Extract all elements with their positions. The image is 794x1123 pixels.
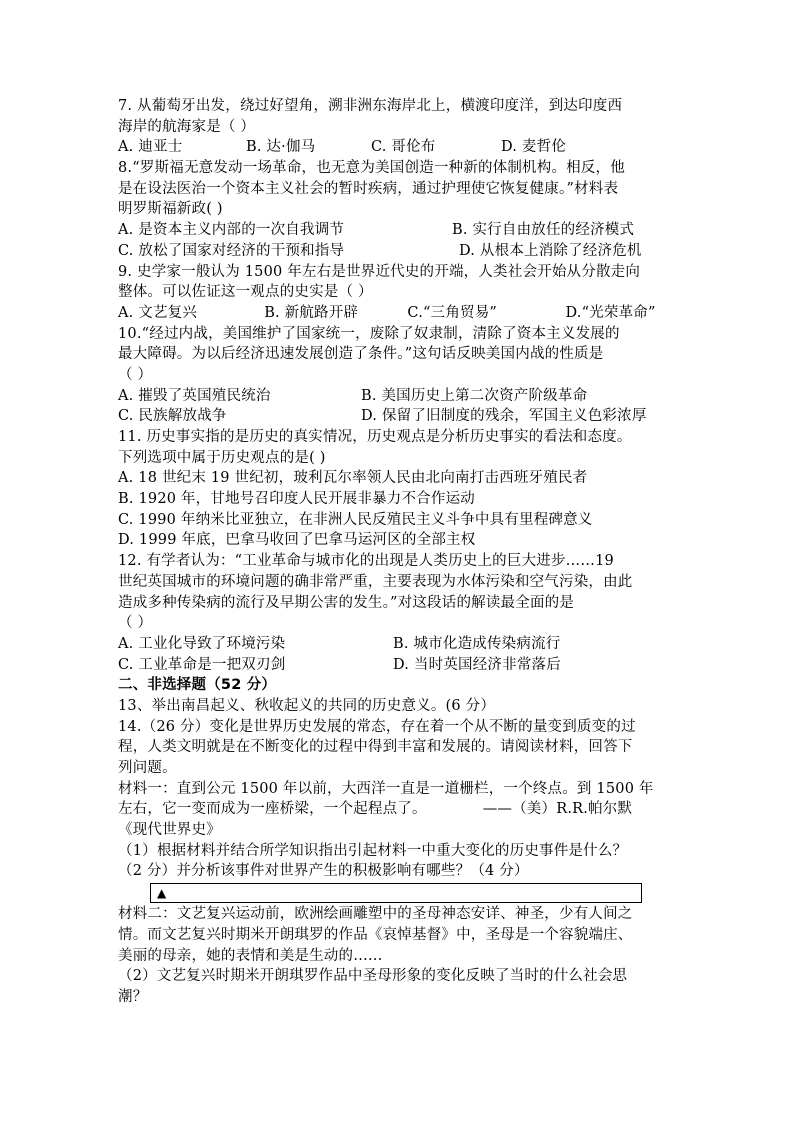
q8-options-row2	[118, 241, 684, 262]
q11-option-a: A. 18 世纪末 19 世纪初，玻利瓦尔率领人民由北向南打击西班牙殖民者	[118, 470, 588, 487]
subq1-line1: （1）根据材料并结合所学知识指出引起材料一中重大变化的历史事件是什么？	[118, 842, 628, 859]
q11-option-b: B. 1920 年，甘地号召印度人民开展非暴力不合作运动	[118, 491, 475, 508]
material2-line1: 材料二：文艺复兴运动前，欧洲绘画雕塑中的圣母神态安详、神圣，少有人间之	[118, 906, 633, 923]
material1-line3: 《现代世界史》	[118, 822, 221, 839]
q12-option-d: D. 当时英国经济非常落后	[393, 656, 561, 673]
q10-option-a: A. 摧毁了英国殖民统治	[118, 387, 271, 404]
q11-option-c: C. 1990 年纳米比亚独立，在非洲人民反殖民主义斗争中具有里程碑意义	[118, 511, 593, 528]
q8-stem-line2: 是在设法医治一个资本主义社会的暂时疾病，通过护理使它恢复健康。”材料表	[118, 180, 619, 197]
q10-stem-line3: （ ）	[118, 366, 153, 383]
exam-page	[118, 96, 684, 1008]
q9-options	[118, 303, 684, 324]
q10-option-d: D. 保留了旧制度的残余，军国主义色彩浓厚	[361, 408, 647, 425]
q12-stem-line1: 12. 有学者认为：“工业革命与城市化的出现是人类历史上的巨大进步……19	[118, 553, 614, 570]
q8-stem-line3: 明罗斯福新政( )	[118, 201, 223, 218]
q14-intro-line3: 列问题。	[118, 760, 177, 776]
q9-stem-line1: 9. 史学家一般认为 1500 年左右是世界近代史的开端，人类社会开始从分散走向	[118, 263, 641, 280]
q8-option-c: C. 放松了国家对经济的干预和指导	[118, 242, 345, 259]
q10-option-c: C. 民族解放战争	[118, 408, 227, 425]
material1-line2-text: 左右，它一变而成为一座桥梁，一个起程点了。	[118, 801, 427, 818]
q10-options-row1	[118, 386, 684, 407]
q7-option-a: A. 迪亚士	[118, 139, 183, 156]
q8-option-b: B. 实行自由放任的经济模式	[452, 222, 635, 239]
q12-options-row1	[118, 634, 684, 655]
answer-box[interactable]	[150, 883, 642, 903]
q11-stem-line2: 下列选项中属于历史观点的是( )	[118, 449, 326, 466]
q10-options-row2	[118, 406, 684, 427]
q8-stem-line1: 8.“罗斯福无意发动一场革命，也无意为美国创造一种新的体制机构。相反，他	[118, 160, 625, 177]
q14-intro-line2: 程，人类文明就是在不断变化的过程中得到丰富和发展的。请阅读材料，回答下	[118, 739, 633, 756]
q8-option-a: A. 是资本主义内部的一次自我调节	[118, 222, 345, 239]
q11-stem-line1: 11. 历史事实指的是历史的真实情况，历史观点是分析历史事实的看法和态度。	[118, 429, 632, 445]
q13-text: 13、举出南昌起义、秋收起义的共同的历史意义。(6 分）	[118, 697, 496, 714]
q9-stem-line2: 整体。可以佐证这一观点的史实是（ ）	[118, 284, 373, 301]
q12-option-b: B. 城市化造成传染病流行	[393, 635, 561, 652]
q9-option-a: A. 文艺复兴	[118, 304, 198, 321]
q12-option-a: A. 工业化导致了环境污染	[118, 635, 286, 652]
subq2-line2: 潮？	[118, 988, 148, 1005]
material2-line2: 情。而文艺复兴时期米开朗琪罗的作品《哀悼基督》中，圣母是一个容貌端庄、	[118, 926, 633, 943]
q10-stem-line2: 最大障碍。为以后经济迅速发展创造了条件。”这句话反映美国内战的性质是	[118, 346, 604, 363]
q9-option-c: C.“三角贸易”	[407, 304, 498, 321]
subq1-line2: （2 分）并分析该事件对世界产生的积极影响有哪些？（4 分）	[118, 863, 529, 880]
subq2-line1: （2）文艺复兴时期米开朗琪罗作品中圣母形象的变化反映了当时的什么社会思	[118, 968, 628, 985]
q7-stem-line1: 7. 从葡萄牙出发，绕过好望角，溯非洲东海岸北上，横渡印度洋，到达印度西	[118, 98, 623, 114]
material1-line2	[118, 799, 684, 820]
q12-option-c: C. 工业革命是一把双刃剑	[118, 656, 286, 673]
q7-options	[118, 137, 684, 158]
material1-source: ——（美）R.R.帕尔默	[482, 801, 633, 818]
q10-option-b: B. 美国历史上第二次资产阶级革命	[361, 387, 588, 404]
q14-intro-line1: 14.（26 分）变化是世界历史发展的常态，存在着一个从不断的量变到质变的过	[118, 718, 636, 735]
q10-stem-line1: 10.“经过内战，美国维护了国家统一，废除了奴隶制，清除了资本主义发展的	[118, 325, 620, 342]
q8-option-d: D. 从根本上消除了经济危机	[459, 242, 642, 259]
q7-stem-line2: 海岸的航海家是（ ）	[118, 118, 256, 135]
q12-stem-line2: 世纪英国城市的环境问题的确非常严重，主要表现为水体污染和空气污染，由此	[118, 573, 633, 590]
q9-option-d: D.“光荣革命”	[565, 304, 656, 321]
q7-option-c: C. 哥伦布	[371, 139, 436, 156]
answer-triangle-icon: ▲	[157, 886, 167, 901]
q9-option-b: B. 新航路开辟	[264, 304, 359, 321]
q7-option-b: B. 达·伽马	[246, 139, 316, 156]
q12-options-row2	[118, 655, 684, 676]
q12-stem-line3: 造成多种传染病的流行及早期公害的发生。”对这段话的解读最全面的是	[118, 594, 575, 611]
section2-title: 二、非选择题（52 分）	[118, 677, 277, 694]
material1-line1: 材料一：直到公元 1500 年以前，大西洋一直是一道栅栏，一个终点。到 1500 年	[118, 780, 654, 797]
material2-line3: 美丽的母亲，她的表情和美是生动的……	[118, 947, 383, 964]
q12-stem-line4: （ ）	[118, 615, 153, 632]
q7-option-d: D. 麦哲伦	[501, 139, 567, 156]
q8-options-row1	[118, 220, 684, 241]
q11-option-d: D. 1999 年底，巴拿马收回了巴拿马运河区的全部主权	[118, 532, 476, 549]
